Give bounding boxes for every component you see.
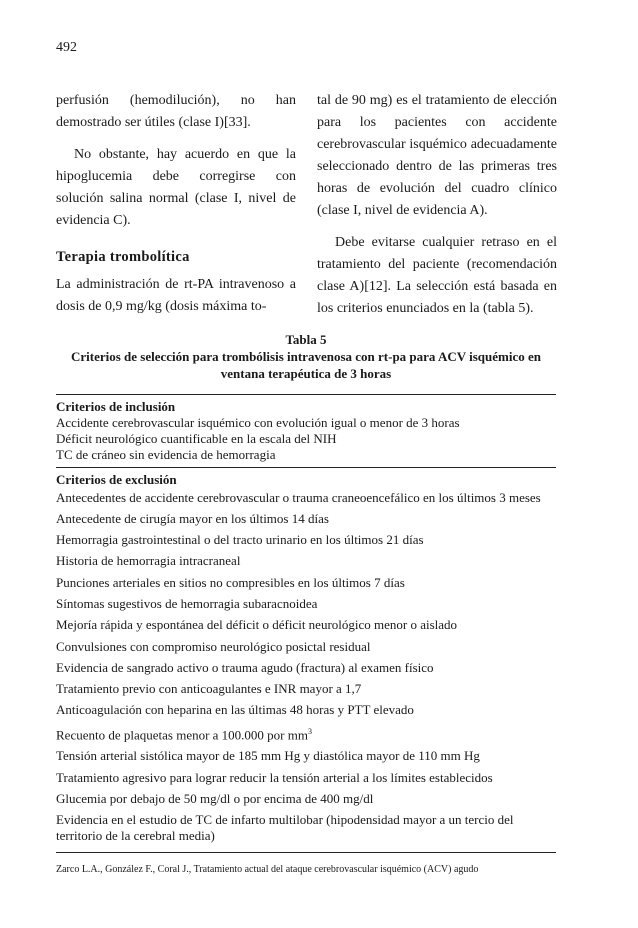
exclusion-criterion: Tratamiento previo con anticoagulantes e INR mayor a 1,7: [56, 681, 362, 697]
exclusion-criteria-title: Criterios de exclusión: [56, 472, 177, 487]
inclusion-criterion: TC de cráneo sin evidencia de hemorragia: [56, 447, 276, 462]
exclusion-criterion: Tensión arterial sistólica mayor de 185 mm Hg y diastólica mayor de 110 mm Hg: [56, 748, 480, 764]
platelet-criterion-text: Recuento de plaquetas menor a 100.000 por mm: [56, 727, 308, 743]
left-paragraph-2: No obstante, hay acuerdo en que la hipoglucemia debe corregirse con solución salina normal (clase I, nivel de evidencia C).: [56, 147, 296, 228]
section-heading-thrombolytic: Terapia trombolítica: [56, 249, 190, 265]
exclusion-criteria-section: [56, 468, 556, 852]
exclusion-criterion: Mejoría rápida y espontánea del déficit o déficit neurológico menor o aislado: [56, 617, 458, 633]
exclusion-criterion: Anticoagulación con heparina en las últimas 48 horas y PTT elevado: [56, 702, 414, 718]
table-subtitle: Criterios de selección para trombólisis intravenosa con rt-pa para ACV isquémico en ventana terapéutica de 3 horas: [70, 349, 541, 381]
table-5: [56, 331, 556, 853]
right-column: [317, 90, 557, 320]
platelet-unit-superscript: 3: [308, 726, 312, 736]
exclusion-criterion: Antecedentes de accidente cerebrovascular o trauma craneoencefálico en los últimos 3 meses: [56, 489, 541, 505]
left-paragraph-1: perfusión (hemodilución), no han demostrado ser útiles (clase I)[33].: [56, 93, 296, 130]
table-bottom-rule: [56, 852, 556, 853]
exclusion-criterion: Convulsiones con compromiso neurológico posictal residual: [56, 638, 371, 654]
inclusion-criterion: Déficit neurológico cuantificable en la escala del NIH: [56, 431, 337, 446]
exclusion-criterion: Glucemia por debajo de 50 mg/dl o por encima de 400 mg/dl: [56, 790, 374, 806]
exclusion-criterion: Síntomas sugestivos de hemorragia subaracnoidea: [56, 595, 318, 611]
inclusion-criteria-section: [56, 395, 556, 467]
exclusion-criterion: Hemorragia gastrointestinal o del tracto urinario en los últimos 21 días: [56, 532, 424, 548]
right-paragraph-2: Debe evitarse cualquier retraso en el tratamiento del paciente (recomendación clase A)[12]. La selección está basada en los criterios enunciados en la (tabla 5).: [317, 235, 557, 316]
exclusion-criterion: Evidencia en el estudio de TC de infarto multilobar (hipodensidad mayor a un tercio del territorio de la cerebral media): [56, 812, 514, 844]
right-paragraph-1: tal de 90 mg) es el tratamiento de elección para los pacientes con accidente cerebrovascular isquémico adecuadamente seleccionado dentro de las primeras tres horas de evolución del cuadro clínico (clase I, nivel de evidencia A).: [317, 93, 557, 218]
table-caption: Tabla 5: [285, 332, 327, 347]
inclusion-criteria-title: Criterios de inclusión: [56, 399, 176, 414]
left-column: [56, 90, 296, 318]
exclusion-criterion: Antecedente de cirugía mayor en los últimos 14 días: [56, 510, 329, 526]
exclusion-criterion: Evidencia de sangrado activo o trauma agudo (fractura) al examen físico: [56, 659, 434, 675]
left-paragraph-3: La administración de rt-PA intravenoso a dosis de 0,9 mg/kg (dosis máxima to-: [56, 277, 296, 314]
exclusion-criterion-platelets: [56, 722, 556, 744]
running-footer: Zarco L.A., González F., Coral J., Tratamiento actual del ataque cerebrovascular isquémico (ACV) agudo: [56, 864, 479, 875]
page-number: 492: [56, 40, 77, 55]
exclusion-criterion: Tratamiento agresivo para lograr reducir la tensión arterial a los límites establecidos: [56, 769, 493, 785]
inclusion-criterion: Accidente cerebrovascular isquémico con evolución igual o menor de 3 horas: [56, 415, 460, 430]
exclusion-criterion: Punciones arteriales en sitios no compresibles en los últimos 7 días: [56, 574, 405, 590]
exclusion-criterion: Historia de hemorragia intracraneal: [56, 553, 241, 569]
